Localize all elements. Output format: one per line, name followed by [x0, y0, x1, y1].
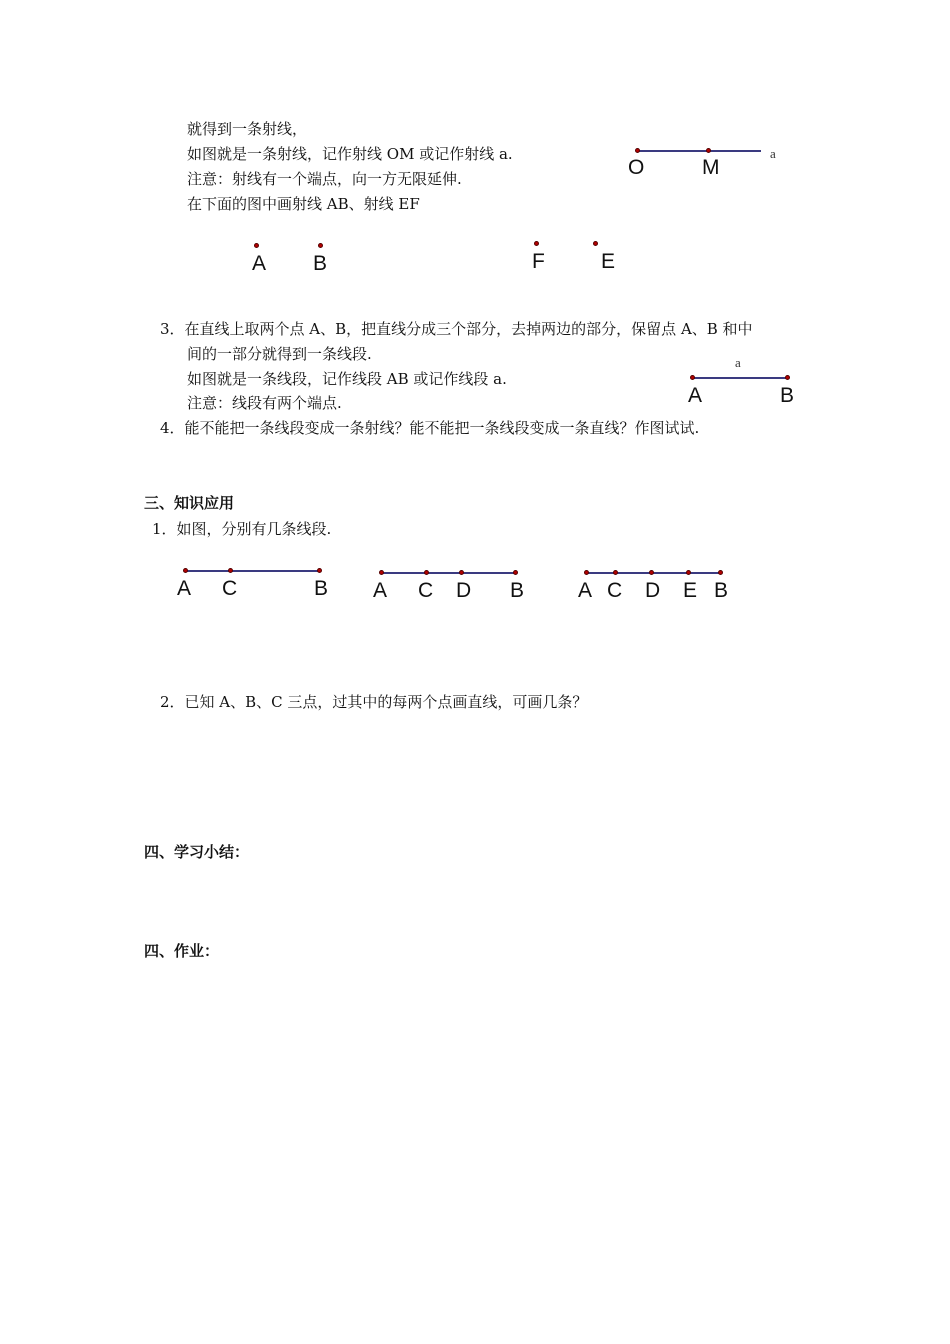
label-e: E: [683, 579, 698, 602]
label-d: D: [645, 579, 661, 602]
point-e: [593, 241, 598, 246]
item-3: 3．在直线上取两个点 A、B，把直线分成三个部分，去掉两边的部分，保留点 A、B 和中: [160, 320, 753, 338]
section-heading-summary: 四、学习小结：: [144, 843, 250, 861]
text-line: 如图就是一条射线，记作射线 OM 或记作射线 a.: [187, 145, 513, 163]
point-f: [534, 241, 539, 246]
point-d: [459, 570, 464, 575]
ray-line: [637, 150, 761, 152]
label-a: A: [688, 384, 703, 407]
label-b: B: [510, 579, 525, 602]
label-a: a: [770, 146, 776, 161]
text-line: 间的一部分就得到一条线段.: [187, 345, 372, 363]
point-o: [635, 148, 640, 153]
label-c: C: [222, 577, 238, 600]
text-line: 如图就是一条线段，记作线段 AB 或记作线段 a.: [187, 370, 507, 388]
label-a: A: [578, 579, 593, 602]
point-b: [785, 375, 790, 380]
segment-line: [692, 377, 788, 379]
label-o: O: [628, 156, 645, 179]
label-m: M: [702, 156, 720, 179]
point-b: [318, 243, 323, 248]
label-a: A: [252, 252, 267, 275]
question-2: 2．已知 A、B、C 三点，过其中的每两个点画直线，可画几条？: [160, 693, 588, 711]
text-line: 注意：射线有一个端点，向一方无限延伸.: [187, 170, 462, 188]
label-a: A: [177, 577, 192, 600]
label-c: C: [607, 579, 623, 602]
point-m: [706, 148, 711, 153]
label-f: F: [532, 250, 545, 273]
section-heading-homework: 四、作业：: [144, 942, 220, 960]
point-a: [690, 375, 695, 380]
point-c: [613, 570, 618, 575]
point-e: [686, 570, 691, 575]
label-b: B: [313, 252, 328, 275]
label-b: B: [714, 579, 729, 602]
label-e: E: [601, 250, 616, 273]
point-c: [228, 568, 233, 573]
segment-line: [382, 572, 516, 574]
point-a: [254, 243, 259, 248]
point-b: [513, 570, 518, 575]
point-b: [718, 570, 723, 575]
text-line: 在下面的图中画射线 AB、射线 EF: [187, 195, 420, 213]
item-4: 4．能不能把一条线段变成一条射线？能不能把一条线段变成一条直线？作图试试.: [160, 419, 700, 437]
text-line: 注意：线段有两个端点.: [187, 394, 342, 412]
label-a-lower: a: [735, 355, 741, 370]
label-b: B: [314, 577, 329, 600]
label-b: B: [780, 384, 795, 407]
point-d: [649, 570, 654, 575]
label-a: A: [373, 579, 388, 602]
point-c: [424, 570, 429, 575]
point-b: [317, 568, 322, 573]
label-d: D: [456, 579, 472, 602]
point-a: [183, 568, 188, 573]
section-heading: 三、知识应用: [144, 494, 235, 512]
point-a: [379, 570, 384, 575]
text-line: 就得到一条射线，: [187, 120, 308, 138]
point-a: [584, 570, 589, 575]
question-1: 1．如图，分别有几条线段.: [152, 520, 332, 538]
segment-line: [186, 570, 320, 572]
label-c: C: [418, 579, 434, 602]
